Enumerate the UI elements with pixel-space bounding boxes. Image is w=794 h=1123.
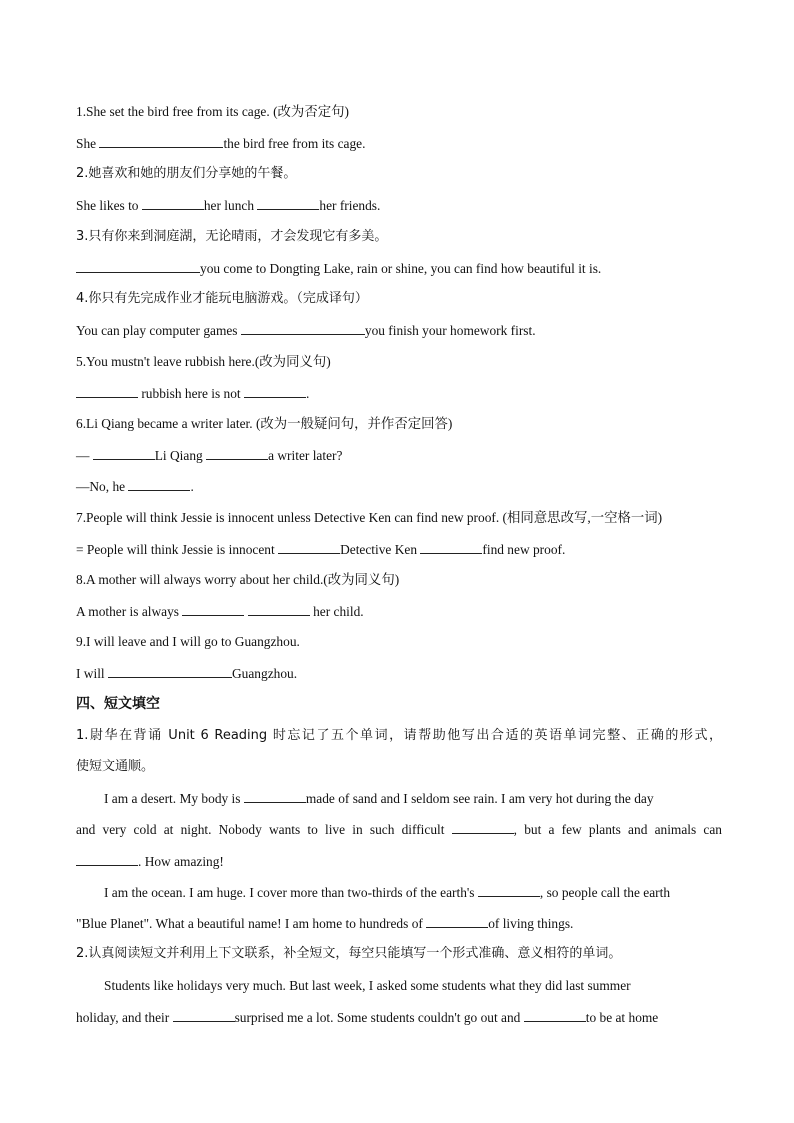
question-3-prompt: 3.只有你来到洞庭湖，无论晴雨，才会发现它有多美。	[76, 229, 388, 244]
section-heading: 四、短文填空	[76, 696, 160, 712]
answer-blank[interactable]	[128, 477, 190, 491]
answer-blank[interactable]	[244, 789, 306, 803]
question-9-prompt: 9.I will leave and I will go to Guangzhou.	[76, 634, 300, 649]
passage-1-instructions-cont: 使短文通顺。	[76, 759, 155, 774]
passage-1-line: I am a desert. My body is made of sand and I seldom see rain. I am very hot during the day	[104, 791, 654, 806]
question-7-prompt: 7.People will think Jessie is innocent unless Detective Ken can find new proof. (相同意思改写,一空格一词)	[76, 510, 663, 525]
question-6-answer-line-2: —No, he .	[76, 479, 194, 494]
answer-blank[interactable]	[278, 540, 340, 554]
answer-blank[interactable]	[524, 1008, 586, 1022]
question-4-prompt: 4.你只有先完成作业才能玩电脑游戏。（完成译句）	[76, 291, 368, 306]
question-6-prompt: 6.Li Qiang became a writer later. (改为一般疑问句，并作否定回答)	[76, 416, 453, 431]
answer-blank[interactable]	[76, 852, 138, 866]
question-5-prompt: 5.You mustn't leave rubbish here.(改为同义句)	[76, 354, 331, 369]
answer-blank[interactable]	[248, 602, 310, 616]
question-7-answer-line: = People will think Jessie is innocent Detective Ken find new proof.	[76, 542, 566, 557]
question-5-answer-line: rubbish here is not .	[76, 384, 309, 403]
answer-blank[interactable]	[206, 446, 268, 460]
passage-1-line: "Blue Planet". What a beautiful name! I am home to hundreds of of living things.	[76, 916, 574, 931]
question-2-prompt: 2.她喜欢和她的朋友们分享她的午餐。	[76, 166, 297, 181]
question-6-answer-line-1: — Li Qiang a writer later?	[76, 448, 343, 463]
answer-blank[interactable]	[173, 1008, 235, 1022]
answer-blank[interactable]	[452, 820, 514, 834]
answer-blank[interactable]	[241, 321, 365, 335]
passage-1-line: and very cold at night. Nobody wants to live in such difficult , but a few plants and animals can	[76, 822, 722, 837]
question-1-answer-line: She the bird free from its cage.	[76, 136, 366, 151]
answer-blank[interactable]	[182, 602, 244, 616]
question-8-prompt: 8.A mother will always worry about her child.(改为同义句)	[76, 572, 400, 587]
question-3-answer-line: you come to Dongting Lake, rain or shine, you can find how beautiful it is.	[76, 259, 601, 278]
passage-2-line: holiday, and their surprised me a lot. Some students couldn't go out and to be at home	[76, 1010, 659, 1025]
question-1-prompt: 1.She set the bird free from its cage. (改为否定句)	[76, 104, 349, 119]
answer-blank[interactable]	[426, 914, 488, 928]
answer-blank[interactable]	[108, 664, 232, 678]
answer-blank[interactable]	[76, 384, 138, 398]
answer-blank[interactable]	[257, 196, 319, 210]
passage-1-line: . How amazing!	[76, 852, 224, 871]
question-8-answer-line: A mother is always her child.	[76, 604, 364, 619]
answer-blank[interactable]	[93, 446, 155, 460]
answer-blank[interactable]	[420, 540, 482, 554]
question-9-answer-line: I will Guangzhou.	[76, 666, 298, 681]
answer-blank[interactable]	[142, 196, 204, 210]
question-2-answer-line: She likes to her lunch her friends.	[76, 198, 381, 213]
passage-1-line: I am the ocean. I am huge. I cover more than two-thirds of the earth's , so people call the earth	[104, 885, 671, 900]
passage-2-instructions: 2.认真阅读短文并利用上下文联系，补全短文，每空只能填写一个形式准确、意义相符的单词。	[76, 946, 622, 961]
question-4-answer-line: You can play computer games you finish your homework first.	[76, 323, 536, 338]
passage-2-line: Students like holidays very much. But last week, I asked some students what they did last summer	[104, 978, 631, 993]
answer-blank[interactable]	[76, 259, 200, 273]
answer-blank[interactable]	[244, 384, 306, 398]
answer-blank[interactable]	[478, 883, 540, 897]
passage-1-instructions: 1.尉华在背诵 Unit 6 Reading 时忘记了五个单词，请帮助他写出合适的英语单词完整、正确的形式，	[76, 728, 722, 743]
answer-blank[interactable]	[99, 134, 223, 148]
